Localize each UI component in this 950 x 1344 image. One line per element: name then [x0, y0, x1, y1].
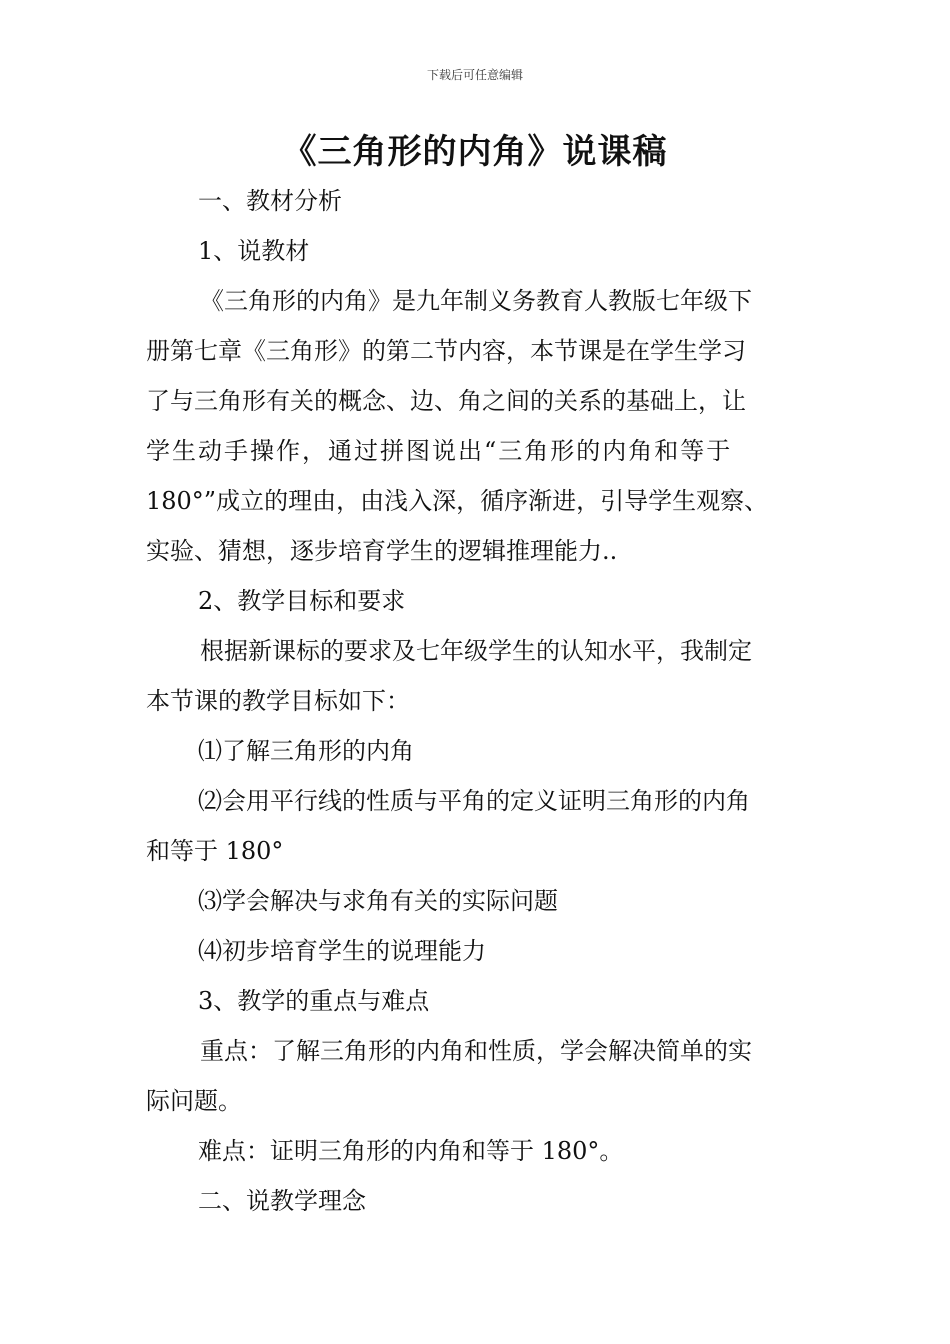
- paragraph-line: 本节课的教学目标如下：: [146, 687, 410, 715]
- paragraph-line: 根据新课标的要求及七年级学生的认知水平，我制定: [200, 637, 752, 665]
- paragraph-line: 册第七章《三角形》的第二节内容，本节课是在学生学习: [146, 337, 746, 365]
- section-heading-1: 一、教材分析: [198, 187, 342, 215]
- header-note: 下载后可任意编辑: [426, 68, 523, 82]
- document-title: 《三角形的内角》说课稿: [282, 132, 668, 172]
- objective-item: ⑴了解三角形的内角: [198, 737, 414, 765]
- objective-item: ⑷初步培育学生的说理能力: [198, 937, 486, 965]
- paragraph-line: 学生动手操作，通过拼图说出“三角形的内角和等于: [146, 437, 733, 465]
- subsection-heading-1: 1、说教材: [198, 237, 310, 265]
- subsection-heading-2: 2、教学目标和要求: [198, 587, 406, 615]
- objective-item: ⑶学会解决与求角有关的实际问题: [198, 887, 558, 915]
- subsection-heading-3: 3、教学的重点与难点: [198, 987, 430, 1015]
- paragraph-line: 了与三角形有关的概念、边、角之间的关系的基础上，让: [146, 387, 746, 415]
- key-point-line-continued: 际问题。: [146, 1087, 242, 1115]
- difficult-point-line: 难点：证明三角形的内角和等于 180°。: [198, 1137, 624, 1165]
- objective-item: ⑵会用平行线的性质与平角的定义证明三角形的内角: [198, 787, 750, 815]
- objective-item-continued: 和等于 180°: [146, 837, 284, 865]
- section-heading-2: 二、说教学理念: [198, 1187, 366, 1215]
- paragraph-line: 实验、猜想，逐步培育学生的逻辑推理能力..: [146, 537, 618, 565]
- paragraph-line: 《三角形的内角》是九年制义务教育人教版七年级下: [200, 287, 752, 315]
- paragraph-line: 180°”成立的理由，由浅入深，循序渐进，引导学生观察、: [146, 487, 769, 515]
- key-point-line: 重点：了解三角形的内角和性质，学会解决简单的实: [200, 1037, 752, 1065]
